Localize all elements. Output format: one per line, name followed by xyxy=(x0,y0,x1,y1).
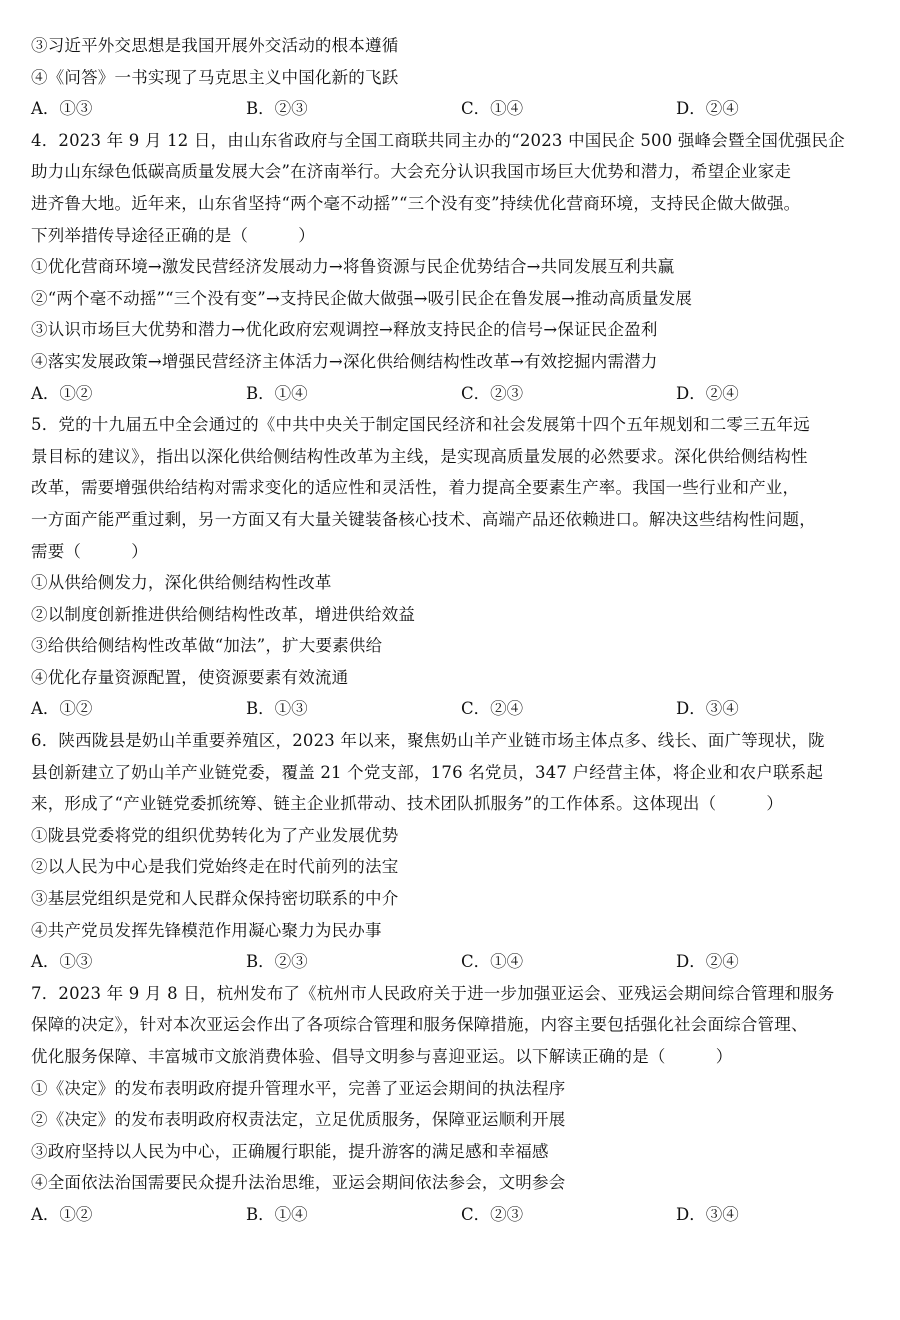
choice-item: ②以人民为中心是我们党始终走在时代前列的法宝 xyxy=(31,857,399,877)
answer-options xyxy=(31,93,876,125)
choice-item: ④落实发展政策→增强民营经济主体活力→深化供给侧结构性改革→有效挖掘内需潜力 xyxy=(31,351,658,371)
question-stem-line: 改革，需要增强供给结构对需求变化的适应性和灵活性，着力提高全要素生产率。我国一些行业和产业， xyxy=(31,478,800,498)
question-stem-line: 一方面产能严重过剩，另一方面又有大量关键装备核心技术、高端产品还依赖进口。解决这些结构性问题， xyxy=(31,509,816,529)
choice-item: ④共产党员发挥先锋模范作用凝心聚力为民办事 xyxy=(31,920,382,940)
question-4 xyxy=(31,125,876,409)
choice-item: ④优化存量资源配置，使资源要素有效流通 xyxy=(31,667,349,687)
question-stem-line: 需要（ ） xyxy=(31,541,148,561)
question-stem-line: 下列举措传导途径正确的是（ ） xyxy=(31,225,315,245)
choice-item: ③基层党组织是党和人民群众保持密切联系的中介 xyxy=(31,889,399,909)
question-6 xyxy=(31,725,876,978)
option-a: A．①② xyxy=(31,699,93,719)
question-stem-line: 来，形成了“产业链党委抓统筹、链主企业抓带动、技术团队抓服务”的工作体系。这体现出（ ） xyxy=(31,794,784,814)
question-stem-line: 4．2023 年 9 月 12 日，由山东省政府与全国工商联共同主办的“2023 中国民企 500 强峰会暨全国优强民企 xyxy=(31,130,845,150)
choice-item: ③政府坚持以人民为中心，正确履行职能，提升游客的满足感和幸福感 xyxy=(31,1141,549,1161)
option-d: D．③④ xyxy=(676,1204,739,1224)
option-b: B．①④ xyxy=(246,1204,308,1224)
question-stem-line: 6．陕西陇县是奶山羊重要养殖区，2023 年以来，聚焦奶山羊产业链市场主体点多、线长、面广等现状，陇 xyxy=(31,731,825,751)
option-a: A．①② xyxy=(31,1204,93,1224)
option-d: D．③④ xyxy=(676,699,739,719)
question-5 xyxy=(31,409,876,725)
choice-item: ①从供给侧发力，深化供给侧结构性改革 xyxy=(31,573,332,593)
question-stem-line: 景目标的建议》，指出以深化供给侧结构性改革为主线，是实现高质量发展的必然要求。深化供给侧结构性 xyxy=(31,446,808,466)
option-c: C．①④ xyxy=(461,952,524,972)
option-b: B．②③ xyxy=(246,99,308,119)
question-stem-line: 7．2023 年 9 月 8 日，杭州发布了《杭州市人民政府关于进一步加强亚运会、亚残运会期间综合管理和服务 xyxy=(31,983,835,1003)
choice-item: ③认识市场巨大优势和潜力→优化政府宏观调控→释放支持民企的信号→保证民企盈利 xyxy=(31,320,658,340)
choice-item: ④全面依法治国需要民众提升法治思维，亚运会期间依法参会，文明参会 xyxy=(31,1173,566,1193)
option-c: C．②③ xyxy=(461,383,524,403)
question-3-tail xyxy=(31,30,876,125)
choice-item: ②《决定》的发布表明政府权责法定，立足优质服务，保障亚运顺利开展 xyxy=(31,1110,566,1130)
choice-item: ③给供给侧结构性改革做“加法”，扩大要素供给 xyxy=(31,636,383,656)
exam-page xyxy=(31,30,876,1231)
choice-item: ②以制度创新推进供给侧结构性改革，增进供给效益 xyxy=(31,604,416,624)
option-b: B．②③ xyxy=(246,952,308,972)
question-stem-line: 保障的决定》，针对本次亚运会作出了各项综合管理和服务保障措施，内容主要包括强化社会面综合管理、 xyxy=(31,1015,808,1035)
question-7 xyxy=(31,978,876,1231)
option-b: B．①③ xyxy=(246,699,308,719)
choice-item: ②“两个毫不动摇”“三个没有变”→支持民企做大做强→吸引民企在鲁发展→推动高质量发展 xyxy=(31,288,693,308)
question-stem-line: 助力山东绿色低碳高质量发展大会”在济南举行。大会充分认识我国市场巨大优势和潜力，希望企业家走 xyxy=(31,162,792,182)
option-d: D．②④ xyxy=(676,952,739,972)
answer-options xyxy=(31,1199,876,1231)
question-stem-line: 优化服务保障、丰富城市文旅消费体验、倡导文明参与喜迎亚运。以下解读正确的是（ ） xyxy=(31,1047,733,1066)
choice-item: ①《决定》的发布表明政府提升管理水平，完善了亚运会期间的执法程序 xyxy=(31,1078,566,1098)
question-stem-line: 县创新建立了奶山羊产业链党委，覆盖 21 个党支部，176 名党员，347 户经营主体，将企业和农户联系起 xyxy=(31,762,824,782)
choice-item: ①优化营商环境→激发民营经济发展动力→将鲁资源与民企优势结合→共同发展互利共赢 xyxy=(31,257,675,277)
option-a: A．①③ xyxy=(31,952,93,972)
answer-options xyxy=(31,946,876,978)
option-d: D．②④ xyxy=(676,99,739,119)
choice-item: ④《问答》一书实现了马克思主义中国化新的飞跃 xyxy=(31,67,399,87)
option-c: C．②③ xyxy=(461,1204,524,1224)
option-b: B．①④ xyxy=(246,383,308,403)
question-stem-line: 进齐鲁大地。近年来，山东省坚持“两个毫不动摇”“三个没有变”持续优化营商环境，支持民企做大做强。 xyxy=(31,193,801,213)
option-a: A．①② xyxy=(31,383,93,403)
option-c: C．②④ xyxy=(461,699,524,719)
choice-item: ③习近平外交思想是我国开展外交活动的根本遵循 xyxy=(31,36,399,55)
option-c: C．①④ xyxy=(461,99,524,119)
option-a: A．①③ xyxy=(31,99,93,119)
answer-options xyxy=(31,378,876,410)
choice-item: ①陇县党委将党的组织优势转化为了产业发展优势 xyxy=(31,825,399,845)
answer-options xyxy=(31,693,876,725)
question-stem-line: 5．党的十九届五中全会通过的《中共中央关于制定国民经济和社会发展第十四个五年规划和二零三五年远 xyxy=(31,415,810,435)
option-d: D．②④ xyxy=(676,383,739,403)
